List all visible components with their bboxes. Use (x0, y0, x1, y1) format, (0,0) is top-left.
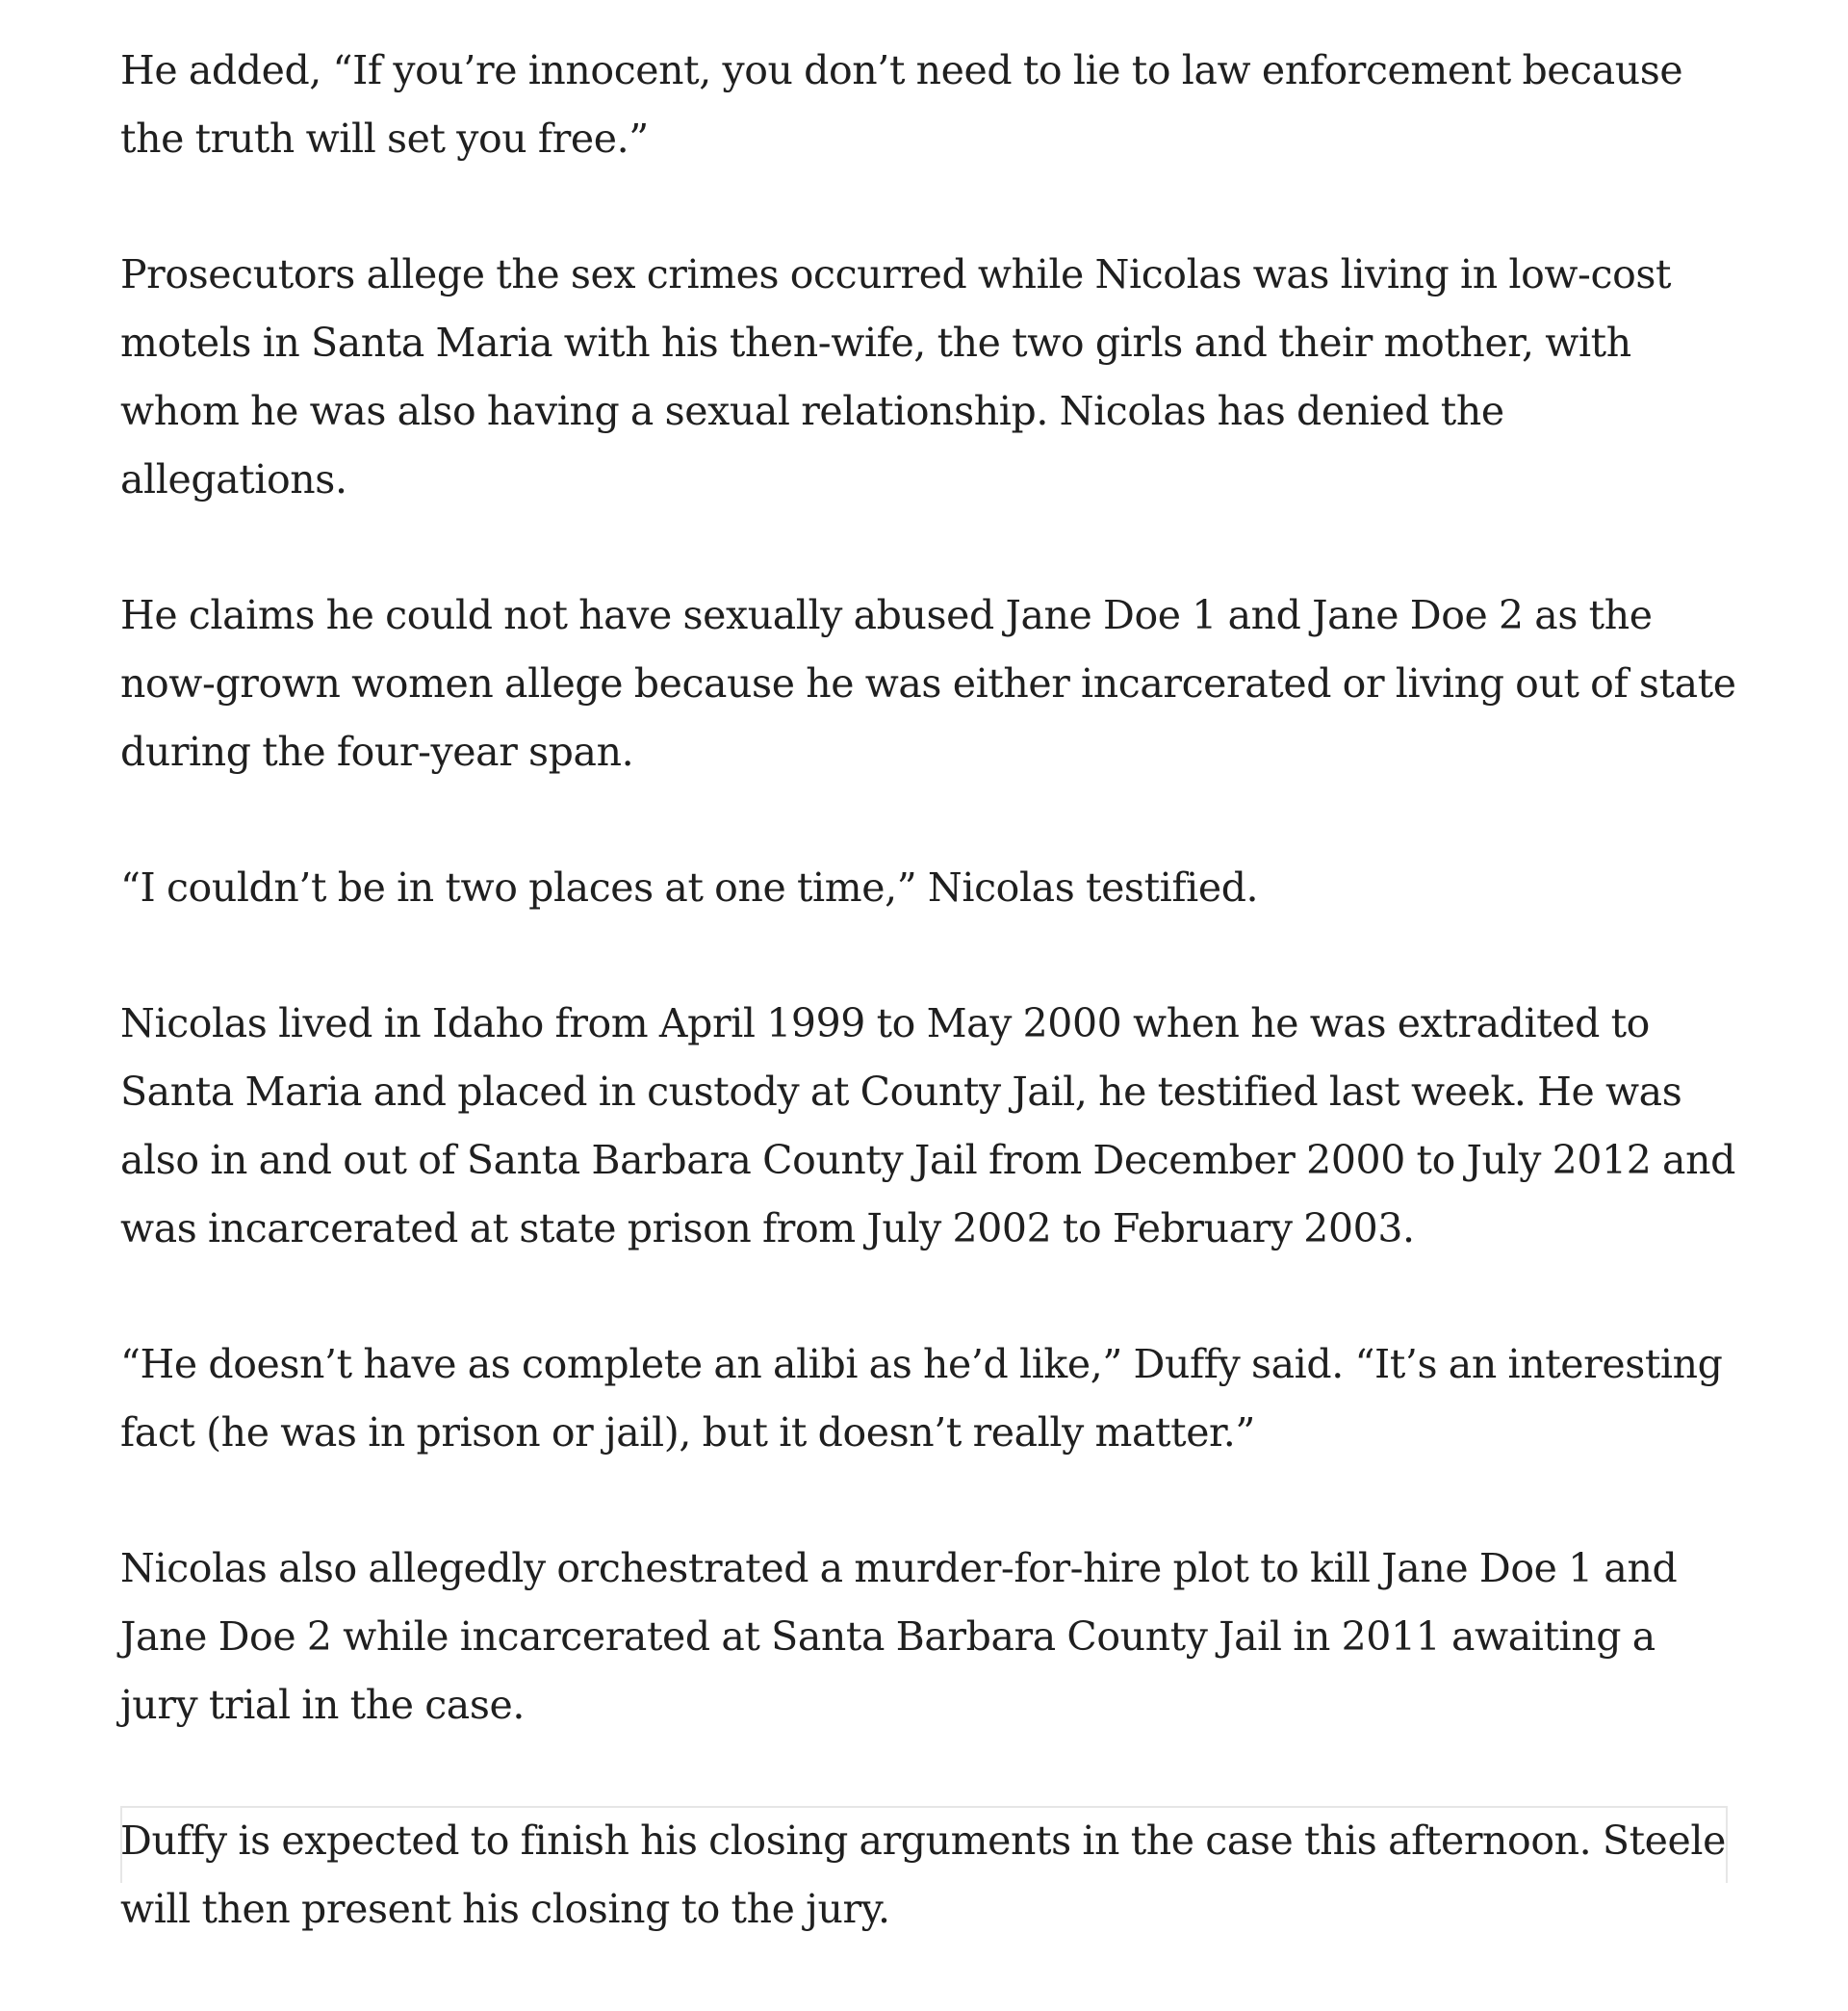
article-paragraph: Duffy is expected to finish his closing arguments in the case this afternoon. Steele will then present his closing to the jury. (120, 1818, 1726, 1932)
article-paragraph: Nicolas also allegedly orchestrated a murder-for-hire plot to kill Jane Doe 1 and Jane Doe 2 while incarcerated at Santa Barbara County Jail in 2011 awaiting a jury trial in the case. (120, 1545, 1678, 1728)
article-paragraph: Prosecutors allege the sex crimes occurred while Nicolas was living in low-cost motels in Santa Maria with his then-wife, the two girls and their mother, with whom he was also having a sexual relationship. Nicolas has denied the allegations. (120, 251, 1672, 503)
article-body (120, 37, 1737, 2011)
article-paragraph: Nicolas lived in Idaho from April 1999 to May 2000 when he was extradited to Santa Maria and placed in custody at County Jail, he testified last week. He was also in and out of Santa Barbara County Jail from December 2000 to July 2012 and was incarcerated at state prison from July 2002 to February 2003. (120, 1000, 1735, 1251)
article-paragraph: “I couldn’t be in two places at one time,” Nicolas testified. (120, 864, 1259, 911)
embedded-content-box (120, 1806, 1728, 1883)
article-paragraph: He added, “If you’re innocent, you don’t need to lie to law enforcement because the truth will set you free.” (120, 47, 1683, 162)
article-paragraph: “He doesn’t have as complete an alibi as he’d like,” Duffy said. “It’s an interesting fact (he was in prison or jail), but it doesn’t really matter.” (120, 1341, 1723, 1456)
article-paragraph: He claims he could not have sexually abused Jane Doe 1 and Jane Doe 2 as the now-grown women allege because he was either incarcerated or living out of state during the four-year span. (120, 592, 1736, 775)
